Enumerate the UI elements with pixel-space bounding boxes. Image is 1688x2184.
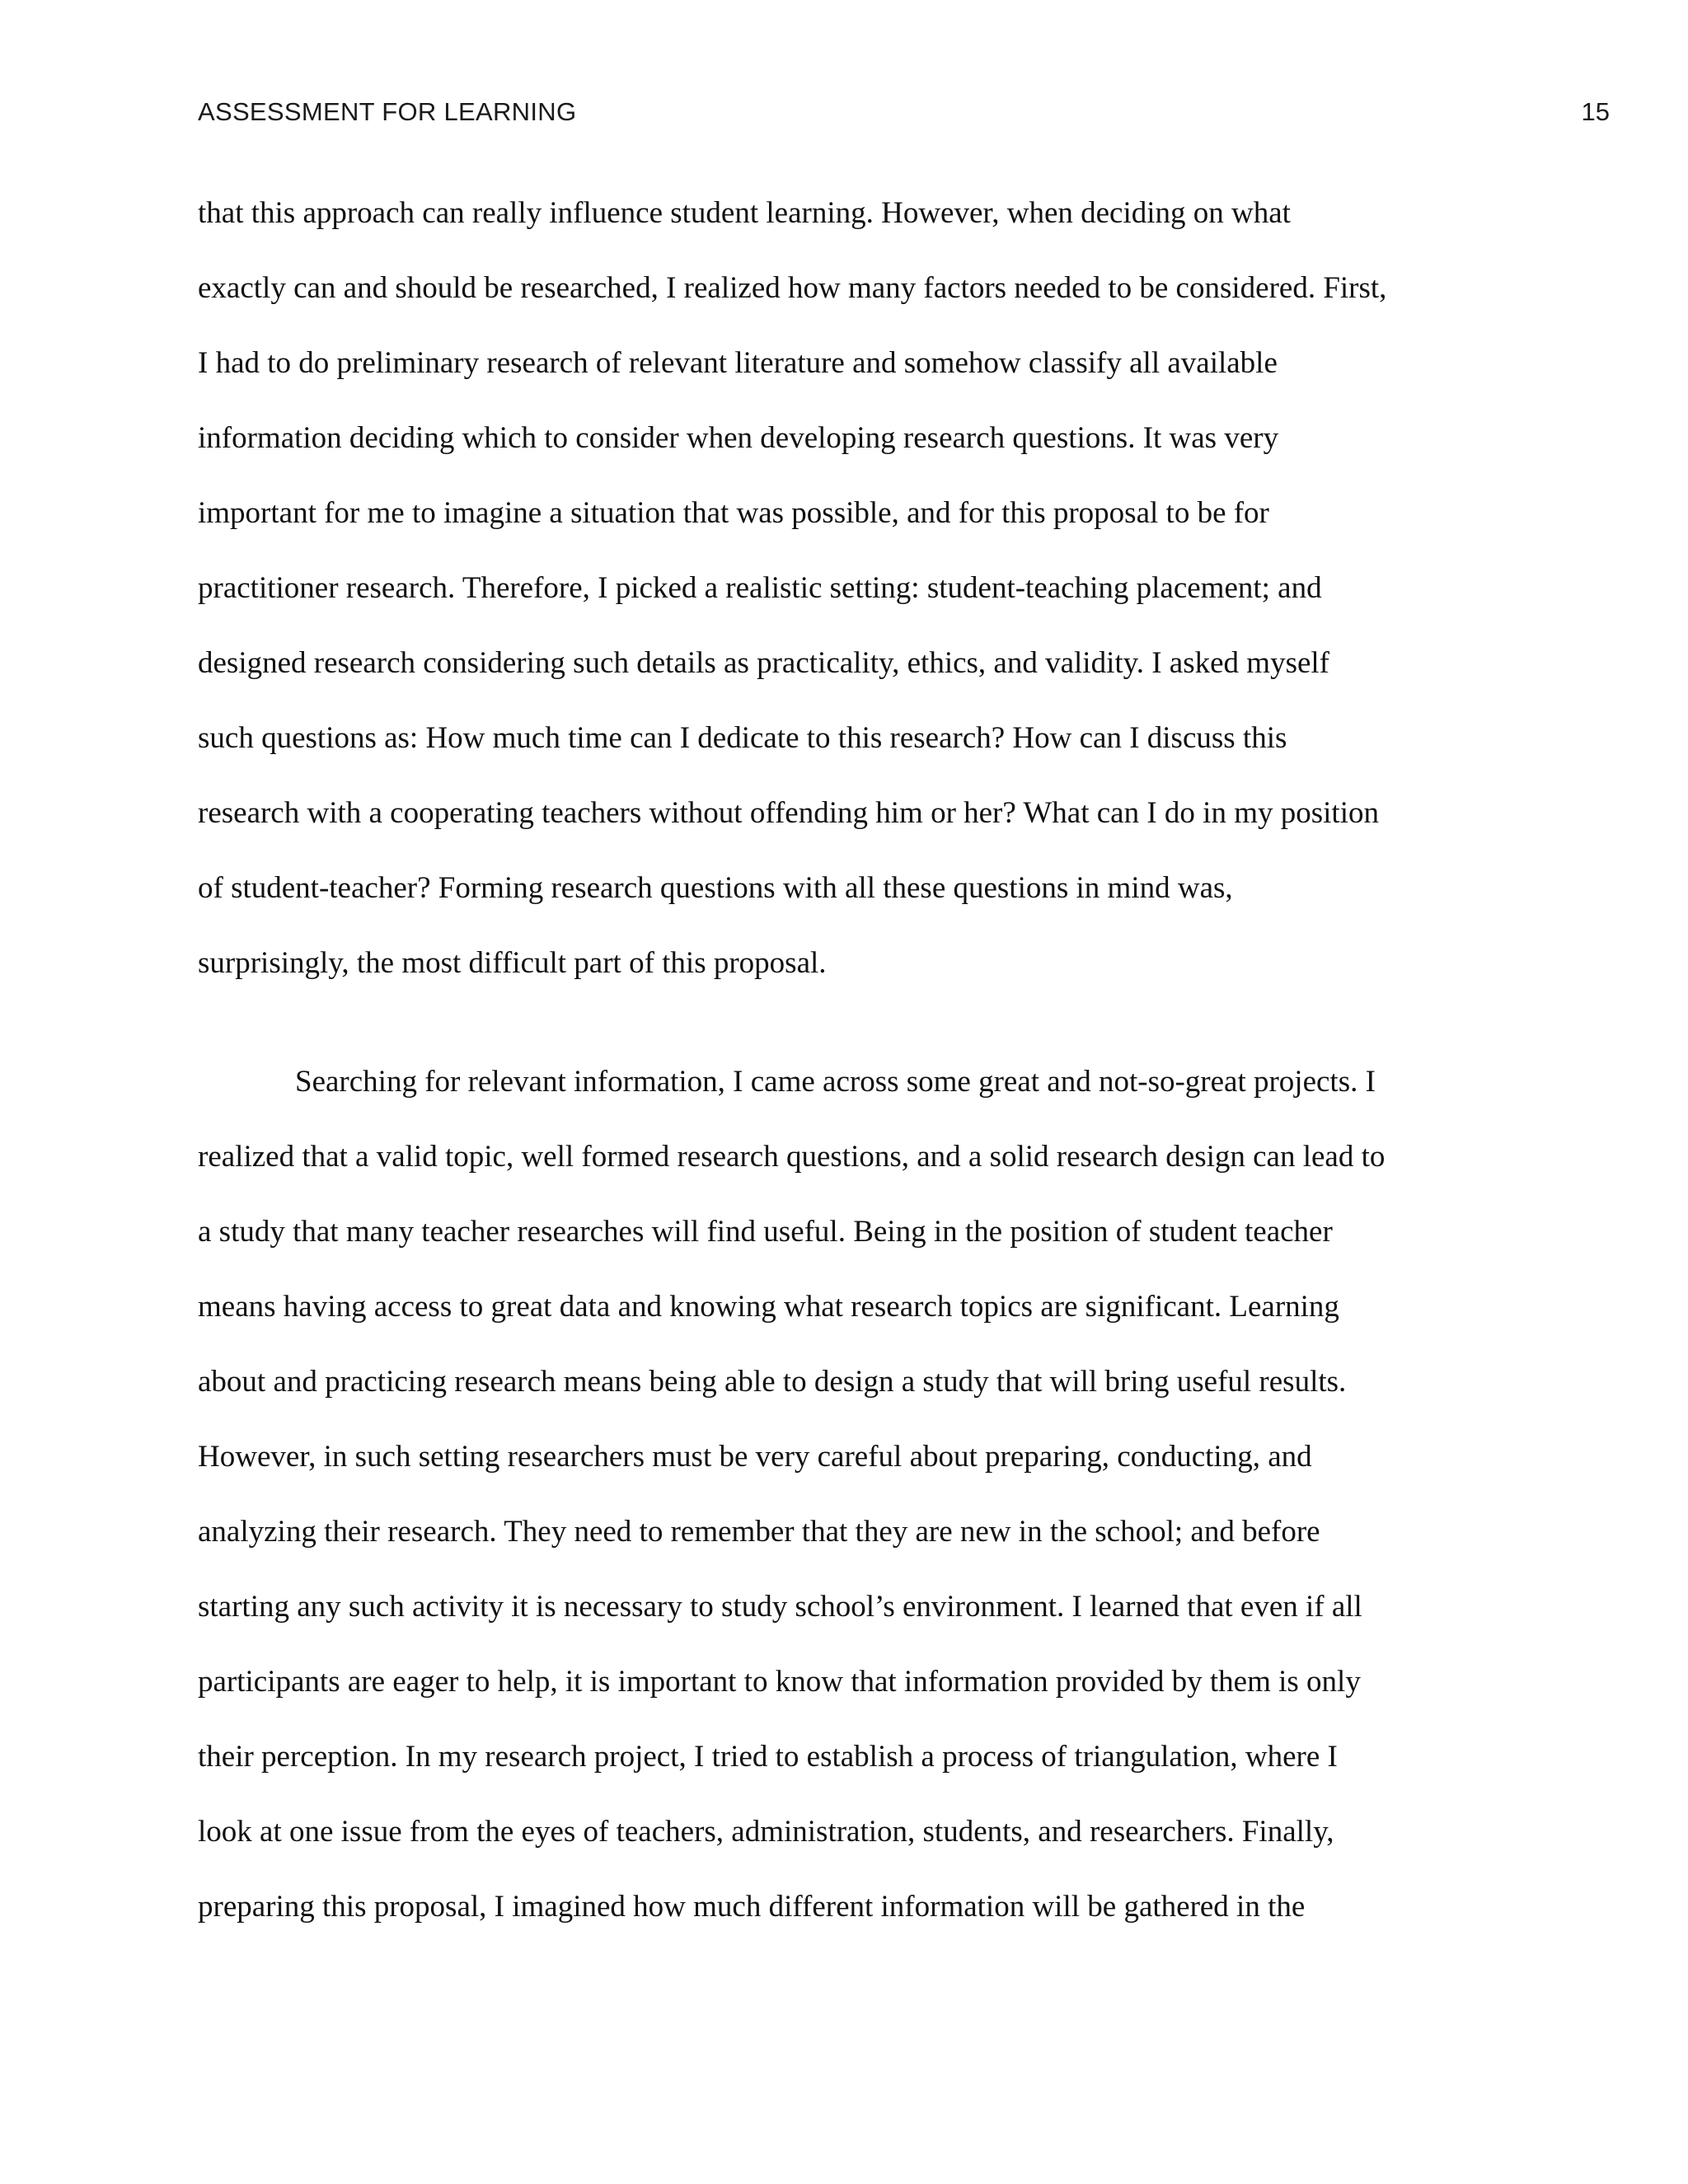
text-line: a study that many teacher researches will find useful. Being in the position of student teacher	[198, 1215, 1333, 1249]
text-line: important for me to imagine a situation that was possible, and for this proposal to be for	[198, 496, 1269, 530]
text-line: I had to do preliminary research of relevant literature and somehow classify all available	[198, 346, 1278, 380]
text-line: analyzing their research. They need to remember that they are new in the school; and before	[198, 1515, 1320, 1549]
text-line: However, in such setting researchers must be very careful about preparing, conducting, and	[198, 1440, 1312, 1474]
text-line: information deciding which to consider when developing research questions. It was very	[198, 421, 1279, 455]
text-line: means having access to great data and knowing what research topics are significant. Learning	[198, 1290, 1339, 1324]
text-line: of student-teacher? Forming research questions with all these questions in mind was,	[198, 871, 1233, 905]
running-head: ASSESSMENT FOR LEARNING	[198, 97, 577, 126]
text-line: preparing this proposal, I imagined how much different information will be gathered in the	[198, 1890, 1306, 1924]
text-line: that this approach can really influence student learning. However, when deciding on what	[198, 196, 1291, 230]
text-line: designed research considering such details as practicality, ethics, and validity. I asked myself	[198, 646, 1329, 680]
page-number: 15	[1581, 97, 1610, 126]
text-line: research with a cooperating teachers without offending him or her? What can I do in my position	[198, 796, 1379, 830]
text-line: Searching for relevant information, I came across some great and not-so-great projects. I	[295, 1065, 1376, 1099]
text-line: realized that a valid topic, well formed research questions, and a solid research design can lead to	[198, 1140, 1386, 1174]
text-line: practitioner research. Therefore, I picked a realistic setting: student-teaching placement; and	[198, 571, 1322, 605]
text-line: participants are eager to help, it is important to know that information provided by them is only	[198, 1665, 1361, 1699]
text-line: about and practicing research means being able to design a study that will bring useful results.	[198, 1365, 1347, 1399]
text-line: surprisingly, the most difficult part of this proposal.	[198, 946, 827, 980]
text-line: look at one issue from the eyes of teachers, administration, students, and researchers. Finally,	[198, 1815, 1334, 1849]
text-line: starting any such activity it is necessary to study school’s environment. I learned that even if all	[198, 1590, 1362, 1624]
text-line: such questions as: How much time can I dedicate to this research? How can I discuss this	[198, 721, 1287, 755]
text-line: exactly can and should be researched, I realized how many factors needed to be considered. First,	[198, 271, 1387, 305]
text-line: their perception. In my research project, I tried to establish a process of triangulation, where I	[198, 1740, 1338, 1774]
